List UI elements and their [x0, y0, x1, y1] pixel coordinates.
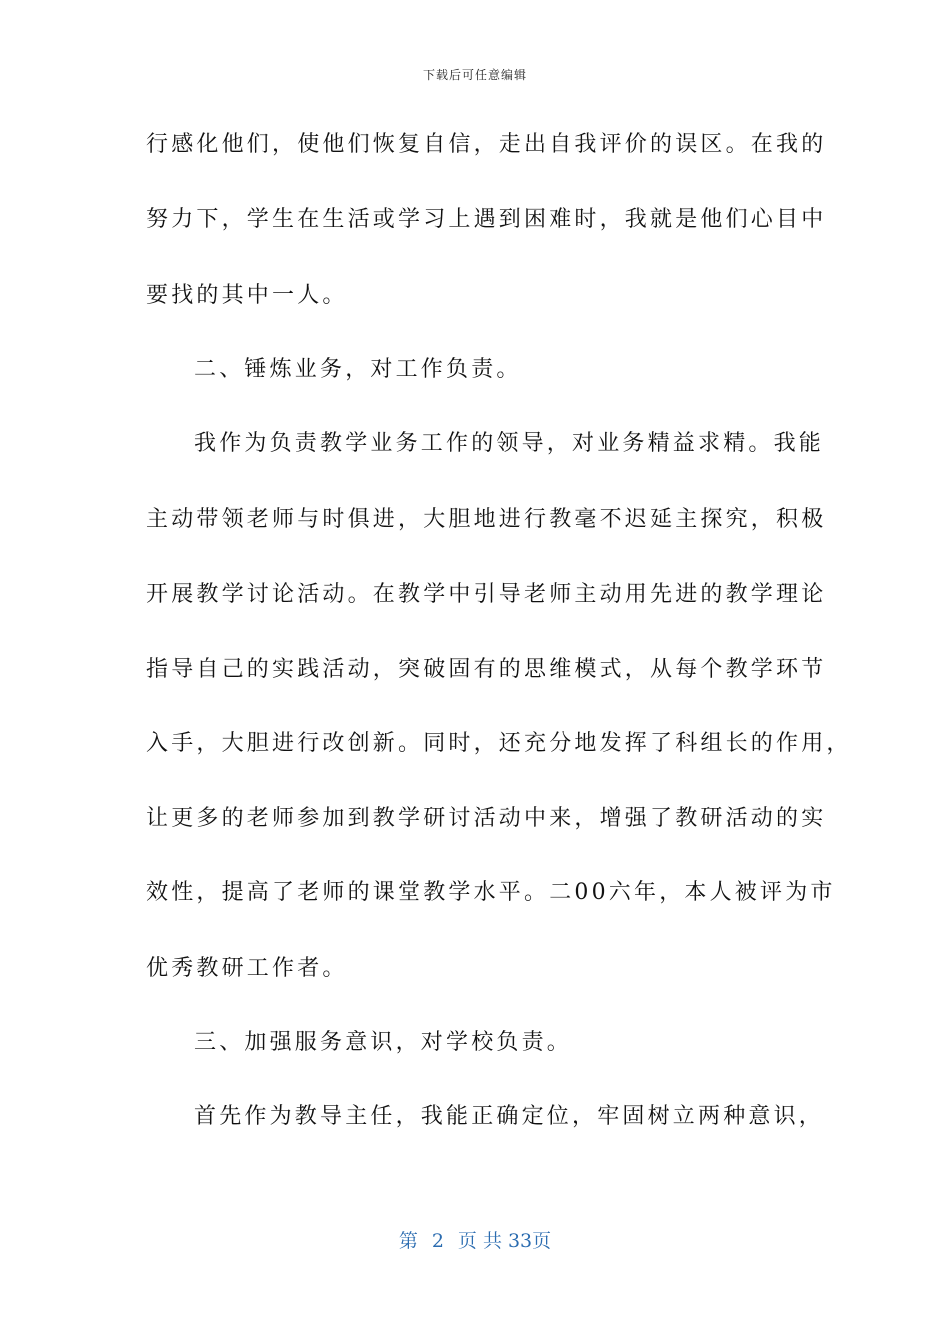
text-line: 首先作为教导主任，我能正确定位，牢固树立两种意识， [194, 1104, 825, 1129]
text-line: 效性，提高了老师的课堂教学水平。二00六年，本人被评为市 [146, 880, 836, 905]
footer-total-pages: 33 [507, 1230, 533, 1252]
text-line: 行感化他们，使他们恢复自信，走出自我评价的误区。在我的 [146, 132, 827, 157]
text-line: 让更多的老师参加到教学研讨活动中来，增强了教研活动的实 [146, 806, 827, 831]
text-line: 开展教学讨论活动。在教学中引导老师主动用先进的教学理论 [146, 582, 827, 607]
text-line: 要找的其中一人。 [146, 283, 348, 308]
text-line: 优秀教研工作者。 [146, 956, 348, 981]
page-footer [0, 1226, 950, 1253]
footer-suffix: 页 [532, 1230, 552, 1252]
section-heading: 二、锤炼业务，对工作负责。 [194, 357, 522, 382]
section-heading: 三、加强服务意识，对学校负责。 [194, 1030, 573, 1055]
text-line: 我作为负责教学业务工作的领导，对业务精益求精。我能 [194, 431, 825, 456]
text-line: 指导自己的实践活动，突破固有的思维模式，从每个教学环节 [146, 657, 827, 682]
header-note: 下载后可任意编辑 [422, 68, 527, 82]
text-line: 努力下，学生在生活或学习上遇到困难时，我就是他们心目中 [146, 207, 827, 232]
text-line: 入手，大胆进行改创新。同时，还充分地发挥了科组长的作用， [146, 731, 852, 756]
footer-prefix: 第 [398, 1230, 418, 1252]
footer-mid: 页 共 [457, 1230, 502, 1252]
text-line: 主动带领老师与时俱进，大胆地进行教毫不迟延主探究，积极 [146, 507, 827, 532]
footer-page-number: 2 [431, 1230, 444, 1252]
